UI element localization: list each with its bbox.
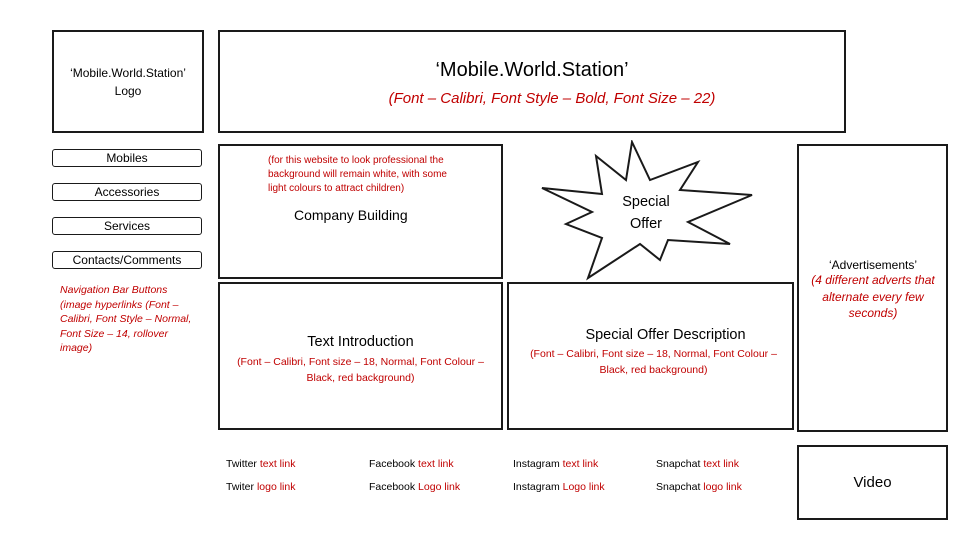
social-link-name: Snapchat: [656, 481, 701, 493]
social-link-name: Instagram: [513, 481, 560, 493]
special-offer-label-line1: Special: [622, 194, 670, 210]
nav-button-contacts[interactable]: Contacts/Comments: [52, 251, 202, 269]
nav-note: Navigation Bar Buttons (image hyperlinks (Font – Calibri, Font Style – Normal, Font Size – 14, rollover image): [60, 284, 192, 354]
company-note: (for this website to look professional the background will remain white, with some light colours to attract children): [268, 155, 447, 194]
special-offer-label: [606, 191, 686, 235]
advertisements-note: (4 different adverts that alternate every few seconds): [811, 273, 935, 320]
social-link-kind: logo link: [256, 481, 296, 493]
social-link-name: Facebook: [369, 458, 416, 470]
social-link-twitter-text[interactable]: [226, 458, 295, 470]
video-label: Video: [853, 474, 892, 491]
header-font-note: (Font – Calibri, Font Style – Bold, Font Size – 22): [388, 89, 716, 107]
social-link-snapchat-logo[interactable]: [656, 481, 742, 493]
company-label: Company Building: [294, 207, 408, 223]
advertisements-title: ‘Advertisements’: [828, 258, 918, 272]
social-link-snapchat-text[interactable]: [656, 458, 739, 470]
text-intro-title: Text Introduction: [307, 334, 414, 350]
offer-description-box: [507, 282, 794, 430]
logo-title: ‘Mobile.World.Station’: [70, 65, 186, 80]
social-link-facebook-text[interactable]: [369, 458, 454, 470]
social-link-name: Facebook: [369, 481, 416, 493]
social-link-kind: logo link: [703, 481, 742, 493]
social-link-kind: Logo link: [562, 481, 605, 493]
social-link-facebook-logo[interactable]: [369, 481, 460, 493]
social-link-instagram-text[interactable]: [513, 458, 598, 470]
social-link-name: Snapchat: [656, 458, 701, 470]
social-link-kind: text link: [259, 458, 296, 470]
video-box[interactable]: [797, 445, 948, 520]
text-intro-box: [218, 282, 503, 430]
header-box: [218, 30, 846, 133]
site-title: ‘Mobile.World.Station’: [435, 58, 629, 81]
nav-button-accessories[interactable]: Accessories: [52, 183, 202, 201]
social-link-kind: text link: [418, 458, 454, 470]
text-intro-note: (Font – Calibri, Font size – 18, Normal, Font Colour – Black, red background): [237, 356, 484, 384]
nav-button-services[interactable]: Services: [52, 217, 202, 235]
special-offer-label-line2: Offer: [630, 216, 662, 232]
social-link-twitter-logo[interactable]: [226, 481, 295, 493]
logo-subtitle: Logo: [114, 83, 142, 98]
social-link-kind: Logo link: [418, 481, 461, 493]
offer-description-note: (Font – Calibri, Font size – 18, Normal, Font Colour – Black, red background): [530, 348, 777, 376]
company-building-box: [218, 144, 503, 279]
logo-box: [52, 30, 204, 133]
social-link-name: Twitter: [226, 458, 257, 470]
social-link-name: Twiter: [226, 481, 255, 493]
offer-description-title: Special Offer Description: [585, 327, 746, 343]
social-link-instagram-logo[interactable]: [513, 481, 605, 493]
social-link-kind: text link: [562, 458, 599, 470]
nav-button-mobiles[interactable]: Mobiles: [52, 149, 202, 167]
social-link-name: Instagram: [513, 458, 560, 470]
advertisements-label: [802, 258, 944, 322]
social-link-kind: text link: [703, 458, 739, 470]
